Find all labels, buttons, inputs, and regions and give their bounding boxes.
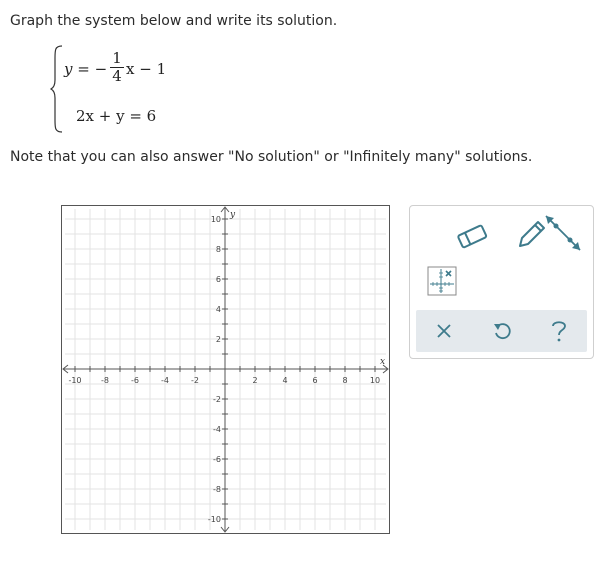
y-tick-label: -10 [207, 515, 221, 524]
y-tick-label: -2 [213, 395, 221, 404]
y-tick-label: 10 [210, 215, 221, 224]
x-tick-label: 8 [342, 376, 348, 385]
brace-icon [50, 44, 64, 134]
x-tick-label: 10 [369, 376, 381, 385]
undo-icon [492, 321, 512, 341]
solution-grid-icon [427, 266, 457, 296]
coordinate-grid[interactable] [62, 206, 389, 533]
y-tick-label: -6 [213, 455, 221, 464]
y-axis-label: y [230, 210, 236, 220]
fraction-denominator: 4 [112, 67, 122, 85]
line-tool-icon [542, 212, 586, 256]
equation-1-lhs: y = − [64, 60, 108, 78]
x-axis-label: x [380, 357, 386, 367]
help-icon [550, 319, 568, 343]
fraction-numerator: 1 [110, 50, 124, 68]
help-button[interactable] [550, 319, 568, 343]
close-icon [435, 322, 453, 340]
action-bar [416, 310, 587, 352]
clear-button[interactable] [435, 322, 453, 340]
y-tick-label: -4 [213, 425, 221, 434]
x-tick-label: -6 [131, 376, 139, 385]
tool-palette [409, 205, 594, 359]
x-tick-label: -10 [68, 376, 82, 385]
x-tick-label: 4 [282, 376, 288, 385]
x-tick-label: 6 [312, 376, 318, 385]
question-prompt: Graph the system below and write its solution. [10, 13, 338, 29]
equation-system [50, 44, 190, 134]
y-tick-label: -8 [213, 485, 221, 494]
solution-button[interactable] [427, 266, 457, 296]
note-text: Note that you can also answer "No solution" or "Infinitely many" solutions. [10, 149, 533, 165]
x-tick-label: 2 [252, 376, 258, 385]
x-tick-label: -2 [191, 376, 199, 385]
equation-1-fraction [110, 50, 124, 85]
x-tick-label: -4 [161, 376, 169, 385]
y-tick-label: 4 [215, 305, 221, 314]
x-tick-label: -8 [101, 376, 109, 385]
y-tick-label: 8 [215, 245, 221, 254]
y-tick-label: 6 [215, 275, 221, 284]
eraser-icon [454, 218, 490, 254]
line-button[interactable] [542, 212, 586, 256]
eraser-button[interactable] [454, 218, 490, 254]
graph-canvas[interactable] [61, 205, 390, 534]
y-tick-label: 2 [215, 335, 221, 344]
equation-2: 2x + y = 6 [76, 107, 157, 125]
undo-button[interactable] [492, 321, 512, 341]
equation-1-rhs: x − 1 [126, 60, 167, 78]
